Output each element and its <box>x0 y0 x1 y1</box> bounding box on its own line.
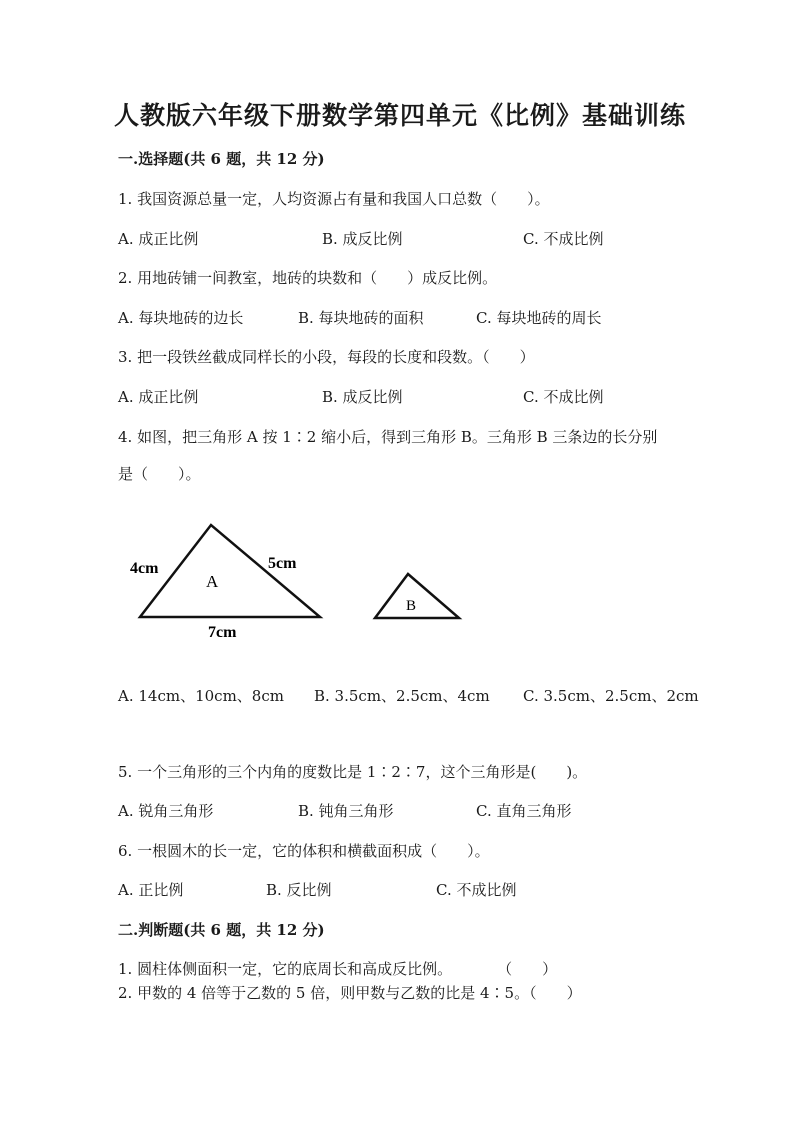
question-4-option-a: A. 14cm、10cm、8cm <box>118 687 284 705</box>
section-heading-judgement: 二.判断题(共 6 题，共 12 分) <box>118 921 325 939</box>
triangle-a-label: A <box>206 572 219 591</box>
question-2-option-c: C. 每块地砖的周长 <box>476 309 602 327</box>
judgement-question-1: 1. 圆柱体侧面积一定，它的底周长和高成反比例。 （ ） <box>118 960 558 978</box>
question-1-option-a: A. 成正比例 <box>118 230 199 248</box>
triangle-b <box>375 574 459 618</box>
triangle-a-side-bottom-label: 7cm <box>208 624 237 641</box>
question-4-option-b: B. 3.5cm、2.5cm、4cm <box>314 687 490 705</box>
triangle-a-side-right-label: 5cm <box>268 555 297 572</box>
triangle-figure <box>118 515 478 650</box>
question-5-option-a: A. 锐角三角形 <box>118 802 214 820</box>
triangle-a-side-left-label: 4cm <box>130 560 159 577</box>
question-4-option-c: C. 3.5cm、2.5cm、2cm <box>523 687 699 705</box>
question-3-option-a: A. 成正比例 <box>118 388 199 406</box>
question-2-option-b: B. 每块地砖的面积 <box>298 309 424 327</box>
question-4-text-line2: 是（ ）。 <box>118 465 201 483</box>
triangle-b-label: B <box>406 598 417 614</box>
page-title: 人教版六年级下册数学第四单元《比例》基础训练 <box>113 101 686 130</box>
question-6-text: 6. 一根圆木的长一定，它的体积和横截面积成（ ）。 <box>118 842 490 860</box>
question-2-text: 2. 用地砖铺一间教室，地砖的块数和（ ）成反比例。 <box>118 269 498 287</box>
question-6-option-c: C. 不成比例 <box>436 881 517 899</box>
question-3-option-b: B. 成反比例 <box>322 388 403 406</box>
question-3-text: 3. 把一段铁丝截成同样长的小段，每段的长度和段数。（ ） <box>118 348 535 366</box>
question-6-option-b: B. 反比例 <box>266 881 332 899</box>
question-3-option-c: C. 不成比例 <box>523 388 604 406</box>
judgement-question-2: 2. 甲数的 4 倍等于乙数的 5 倍，则甲数与乙数的比是 4∶5。（ ） <box>118 984 582 1002</box>
question-1-option-b: B. 成反比例 <box>322 230 403 248</box>
question-1-text: 1. 我国资源总量一定，人均资源占有量和我国人口总数（ ）。 <box>118 190 550 208</box>
question-1-option-c: C. 不成比例 <box>523 230 604 248</box>
question-4-text-line1: 4. 如图，把三角形 A 按 1∶2 缩小后，得到三角形 B。三角形 B 三条边的长分别 <box>118 428 658 446</box>
question-5-option-b: B. 钝角三角形 <box>298 802 394 820</box>
question-2-option-a: A. 每块地砖的边长 <box>118 309 244 327</box>
question-6-option-a: A. 正比例 <box>118 881 184 899</box>
question-5-text: 5. 一个三角形的三个内角的度数比是 1∶2∶7，这个三角形是( )。 <box>118 763 588 781</box>
question-5-option-c: C. 直角三角形 <box>476 802 572 820</box>
section-heading-choice: 一.选择题(共 6 题，共 12 分) <box>118 150 325 168</box>
